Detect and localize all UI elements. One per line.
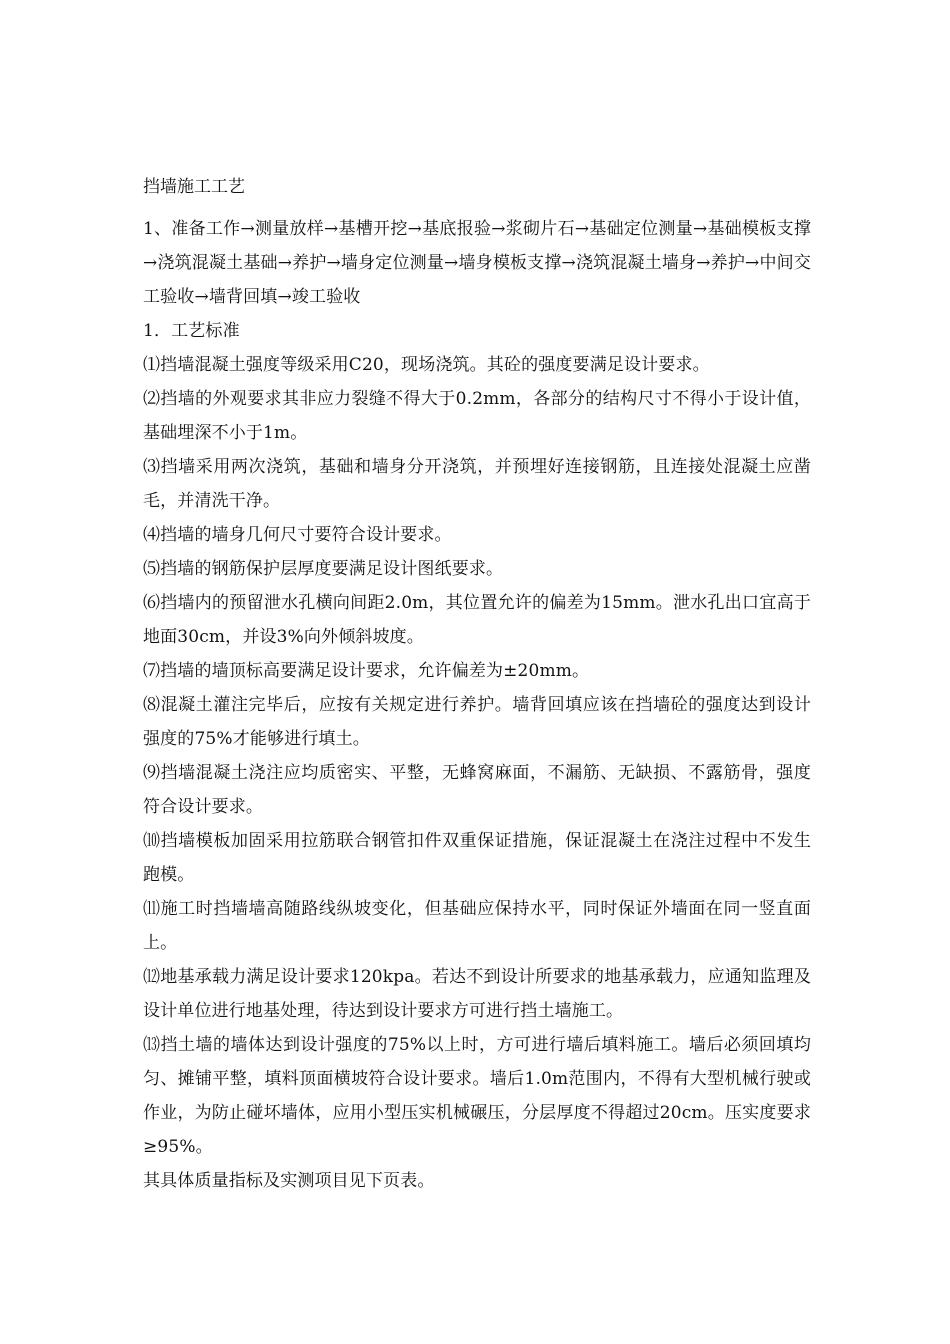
section-heading: 1．工艺标准 — [143, 321, 240, 341]
standard-item-11: ⑾施工时挡墙墙高随路线纵坡变化，但基础应保持水平，同时保证外墙面在同一竖直面上。 — [143, 899, 811, 953]
standard-item-5: ⑸挡墙的钢筋保护层厚度要满足设计图纸要求。 — [143, 559, 504, 579]
document-body — [143, 170, 811, 1198]
document-title: 挡墙施工工艺 — [143, 177, 245, 197]
standard-item-9: ⑼挡墙混凝土浇注应均质密实、平整，无蜂窝麻面，不漏筋、无缺损、不露筋骨，强度符合设计要求。 — [143, 763, 811, 817]
standard-item-4: ⑷挡墙的墙身几何尺寸要符合设计要求。 — [143, 525, 452, 545]
process-flow: 1、准备工作→测量放样→基槽开挖→基底报验→浆砌片石→基础定位测量→基础模板支撑→浇筑混凝土基础→养护→墙身定位测量→墙身模板支撑→浇筑混凝土墙身→养护→中间交工验收→墙背回填→竣工验收 — [143, 219, 811, 307]
standard-item-3: ⑶挡墙采用两次浇筑，基础和墙身分开浇筑，并预埋好连接钢筋，且连接处混凝土应凿毛，并清洗干净。 — [143, 457, 811, 511]
closing-note: 其具体质量指标及实测项目见下页表。 — [143, 1171, 435, 1191]
standard-item-13: ⒀挡土墙的墙体达到设计强度的75%以上时，方可进行墙后填料施工。墙后必须回填均匀、摊铺平整，填料顶面横坡符合设计要求。墙后1.0m范围内，不得有大型机械行驶或作业，为防止碰坏墙体，应用小型压实机械碾压，分层厚度不得超过20cm。压实度要求≥95%。 — [143, 1035, 811, 1157]
standard-item-2: ⑵挡墙的外观要求其非应力裂缝不得大于0.2mm，各部分的结构尺寸不得小于设计值，基础埋深不小于1m。 — [143, 389, 811, 443]
standard-item-1: ⑴挡墙混凝土强度等级采用C20，现场浇筑。其砼的强度要满足设计要求。 — [143, 355, 710, 375]
standard-item-7: ⑺挡墙的墙顶标高要满足设计要求，允许偏差为±20mm。 — [143, 661, 590, 681]
standard-item-10: ⑽挡墙模板加固采用拉筋联合钢管扣件双重保证措施，保证混凝土在浇注过程中不发生跑模。 — [143, 831, 811, 885]
standard-item-12: ⑿地基承载力满足设计要求120kpa。若达不到设计所要求的地基承载力，应通知监理及设计单位进行地基处理，待达到设计要求方可进行挡土墙施工。 — [143, 967, 811, 1021]
standard-item-8: ⑻混凝土灌注完毕后，应按有关规定进行养护。墙背回填应该在挡墙砼的强度达到设计强度的75%才能够进行填土。 — [143, 695, 811, 749]
standard-item-6: ⑹挡墙内的预留泄水孔横向间距2.0m，其位置允许的偏差为15mm。泄水孔出口宜高于地面30cm，并设3%向外倾斜坡度。 — [143, 593, 811, 647]
